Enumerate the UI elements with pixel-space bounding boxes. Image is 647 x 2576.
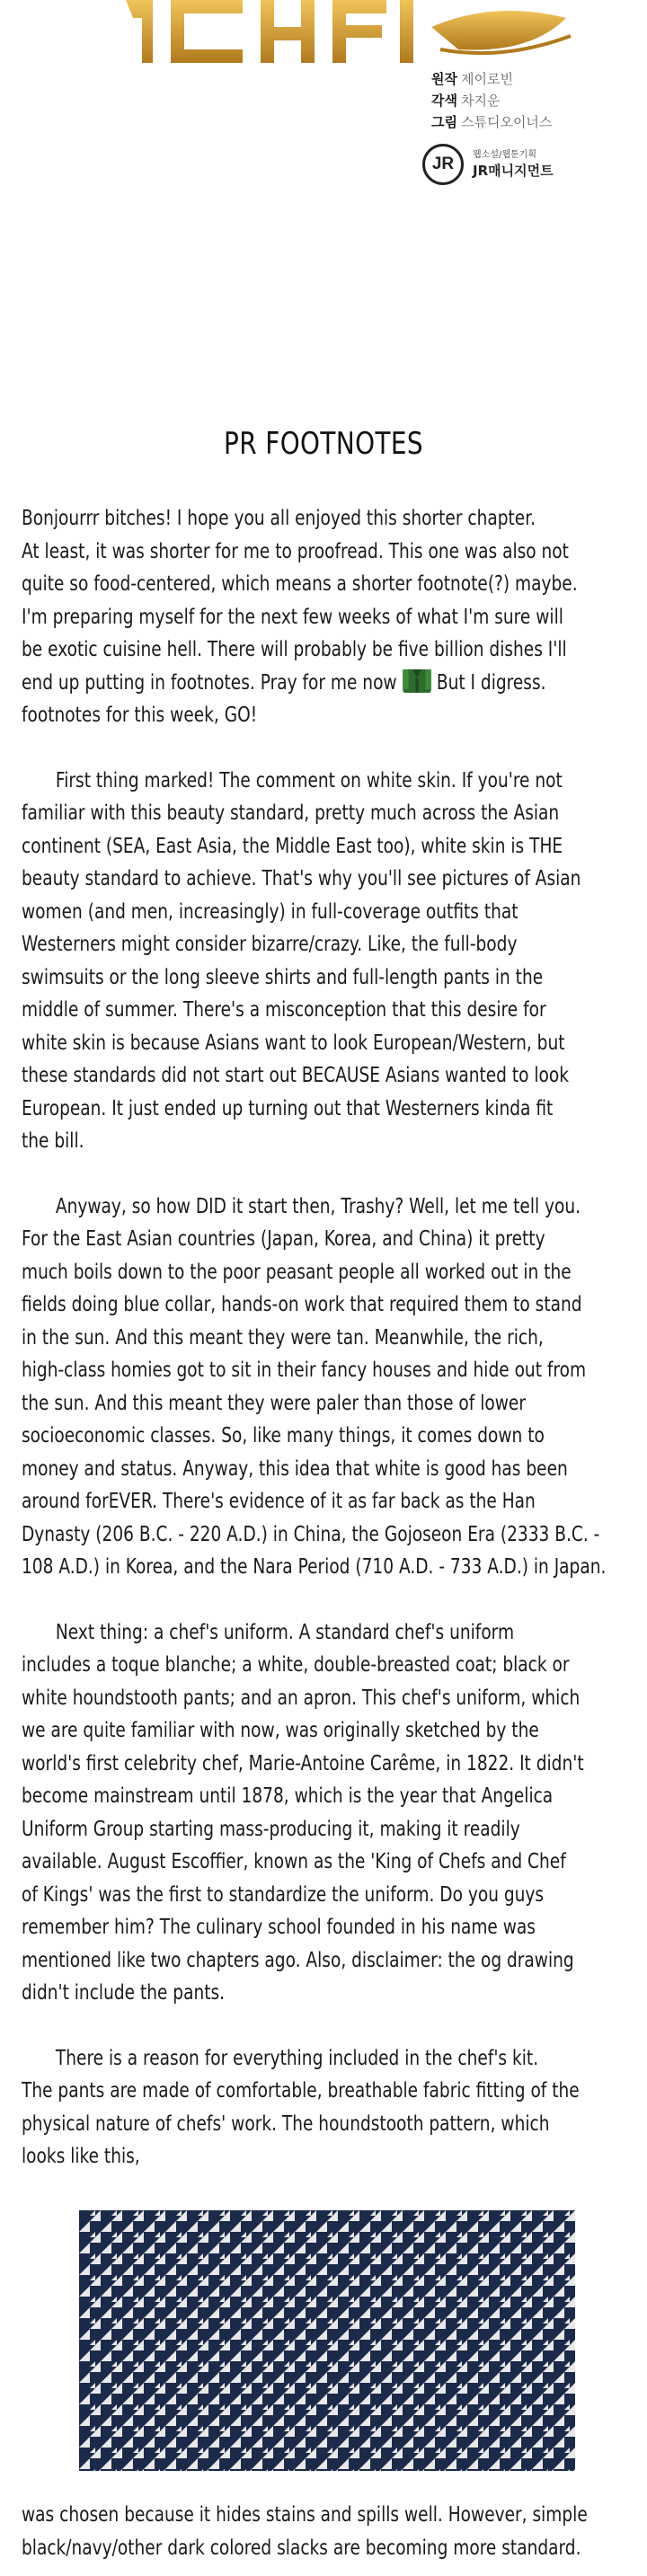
text-line (22, 1386, 632, 1420)
line-text: available. August Escoffier, known as the 'King of Chefs and Chef (22, 1848, 566, 1873)
line-text: much boils down to the poor peasant people all worked out in the (22, 1258, 572, 1284)
text-line: was chosen because it hides stains and spills well. However, simple (22, 2501, 588, 2527)
line-text: First thing marked! The comment on white skin. If you're not (55, 766, 563, 792)
text-line (22, 1419, 632, 1452)
credit-adaptation: 각색 차지운 (431, 93, 501, 109)
line-text-trail: But I digress. (436, 668, 546, 695)
line-text: Westerners might consider bizarre/crazy. Like, the full-body (22, 931, 518, 956)
text-line (22, 501, 632, 535)
text-line (22, 1092, 632, 1125)
text-line: black/navy/other dark colored slacks are becoming more standard. (22, 2534, 581, 2560)
paragraph-gap (22, 2009, 632, 2041)
text-line (22, 1550, 632, 1583)
line-text: At least, it was shorter for me to proofread. This one was also not (22, 537, 569, 563)
article-body (22, 501, 632, 2173)
text-line (22, 764, 632, 797)
line-text: mentioned like two chapters ago. Also, disclaimer: the og drawing (22, 1946, 574, 1972)
line-text: didn't include the pants. (22, 1979, 226, 2005)
text-line (22, 1681, 632, 1714)
line-text: footnotes for this week, GO! (22, 702, 258, 727)
paragraph-gap (22, 1583, 632, 1616)
publisher-text (473, 149, 581, 180)
text-line (22, 1452, 632, 1485)
line-text: white houndstooth pants; and an apron. This chef's uniform, which (22, 1684, 581, 1710)
credit-original: 원작 제이로빈 (431, 71, 513, 87)
text-line (22, 1255, 632, 1288)
credits (431, 68, 629, 133)
text-line (22, 1353, 632, 1386)
text-line (22, 1713, 632, 1747)
text-line (22, 1190, 632, 1223)
text-line (22, 1845, 632, 1878)
text-line (22, 1124, 632, 1157)
green-jacket-emoji-icon (401, 666, 432, 695)
text-line (22, 600, 632, 633)
line-text: includes a toque blanche; a white, double-breasted coat; black or (22, 1651, 570, 1677)
logo-icon (117, 0, 584, 72)
line-text: Next thing: a chef's uniform. A standard chef's uniform (55, 1618, 515, 1644)
text-line (22, 1779, 632, 1812)
text-line (22, 1878, 632, 1911)
line-text: Uniform Group starting mass-producing it, making it readily (22, 1815, 520, 1841)
text-line (22, 1518, 632, 1551)
text-line (22, 698, 632, 731)
text-line (22, 862, 632, 895)
text-line (22, 2041, 632, 2075)
header (0, 0, 647, 234)
text-line (22, 1222, 632, 1255)
page-title: PR FOOTNOTES (223, 426, 424, 462)
line-text: world's first celebrity chef, Marie-Antoine Carême, in 1822. It didn't (22, 1749, 584, 1775)
line-text: end up putting in footnotes. Pray for me now (22, 668, 397, 695)
publisher-badge (422, 144, 584, 194)
text-line (22, 2139, 632, 2173)
line-text: become mainstream until 1878, which is the year that Angelica (22, 1783, 554, 1808)
line-text: the sun. And this meant they were paler than those of lower (22, 1389, 526, 1415)
text-line (22, 2074, 632, 2107)
line-text: fields doing blue collar, hands-on work that required them to stand (22, 1291, 582, 1316)
line-text: Bonjourrr bitches! I hope you all enjoyed this shorter chapter. (22, 505, 536, 530)
text-line (22, 1026, 632, 1059)
text-line (22, 960, 632, 994)
text-line (22, 1910, 632, 1943)
line-text: European. It just ended up turning out that Westerners kinda fit (22, 1094, 554, 1120)
line-text: familiar with this beauty standard, pretty much across the Asian (22, 800, 560, 825)
line-text: women (and men, increasingly) in full-coverage outfits that (22, 898, 518, 924)
text-line (22, 1943, 632, 1977)
paragraph-gap (22, 731, 632, 764)
houndstooth-pattern-image (79, 2210, 575, 2471)
line-text: 108 A.D.) in Korea, and the Nara Period (710 A.D. - 733 A.D.) in Japan. (22, 1554, 607, 1579)
credit-art: 그림 스튜디오이너스 (431, 114, 553, 130)
text-line (22, 1058, 632, 1092)
line-text: The pants are made of comfortable, breathable fabric fitting of the (22, 2077, 580, 2102)
line-text: high-class homies got to sit in their fancy houses and hide out from (22, 1357, 587, 1382)
jr-logo-icon: JR (422, 144, 464, 185)
line-text: There is a reason for everything included in the chef's kit. (55, 2044, 539, 2070)
text-line (22, 895, 632, 928)
text-line (22, 993, 632, 1026)
line-text: Dynasty (206 B.C. - 220 A.D.) in China, the Gojoseon Era (2333 B.C. - (22, 1520, 600, 1546)
text-line (22, 1321, 632, 1354)
text-line (22, 666, 632, 699)
publisher-name: JR매니지먼트 (473, 163, 554, 179)
line-text: looks like this, (22, 2143, 140, 2168)
line-text: of Kings' was the first to standardize the uniform. Do you guys (22, 1881, 545, 1907)
line-text: quite so food-centered, which means a shorter footnote(?) maybe. (22, 571, 578, 596)
text-line (22, 1976, 632, 2009)
paragraph-gap (22, 1157, 632, 1190)
text-line (22, 1648, 632, 1681)
text-line (22, 1288, 632, 1321)
line-text: For the East Asian countries (Japan, Korea, and China) it pretty (22, 1226, 545, 1251)
text-line (22, 796, 632, 829)
line-text: white skin is because Asians want to look European/Western, but (22, 1029, 565, 1055)
publisher-subtitle: 웹소설/웹툰기획 (473, 150, 536, 160)
article-tail (22, 2498, 632, 2563)
text-line (22, 1616, 632, 1649)
line-text: middle of summer. There's a misconception that this desire for (22, 996, 546, 1022)
text-line (22, 1812, 632, 1846)
line-text: these standards did not start out BECAUSE Asians wanted to look (22, 1062, 570, 1087)
line-text: I'm preparing myself for the next few weeks of what I'm sure will (22, 603, 563, 629)
text-line (22, 1747, 632, 1780)
line-text: remember him? The culinary school founded in his name was (22, 1914, 536, 1939)
line-text: the bill. (22, 1128, 84, 1153)
line-text: in the sun. And this meant they were tan. Meanwhile, the rich, (22, 1323, 544, 1350)
line-text: Anyway, so how DID it start then, Trashy? Well, let me tell you. (55, 1192, 581, 1218)
line-text: be exotic cuisine hell. There will probably be five billion dishes I'll (22, 636, 567, 661)
line-text: socioeconomic classes. So, like many things, it comes down to (22, 1422, 545, 1447)
line-text: money and status. Anyway, this idea that white is good has been (22, 1455, 568, 1481)
line-text: around forEVER. There's evidence of it as far back as the Han (22, 1488, 536, 1513)
text-line (22, 927, 632, 960)
text-line (22, 567, 632, 600)
line-text: we are quite familiar with now, was originally sketched by the (22, 1717, 539, 1742)
text-line (22, 633, 632, 666)
text-line (22, 2107, 632, 2140)
line-text: beauty standard to achieve. That's why you'll see pictures of Asian (22, 865, 581, 890)
line-text: continent (SEA, East Asia, the Middle East too), white skin is THE (22, 832, 563, 858)
text-line (22, 535, 632, 568)
text-line (22, 1484, 632, 1518)
text-line (22, 829, 632, 863)
line-text: physical nature of chefs' work. The houndstooth pattern, which (22, 2110, 550, 2136)
line-text: swimsuits or the long sleeve shirts and full-length pants in the (22, 963, 544, 989)
